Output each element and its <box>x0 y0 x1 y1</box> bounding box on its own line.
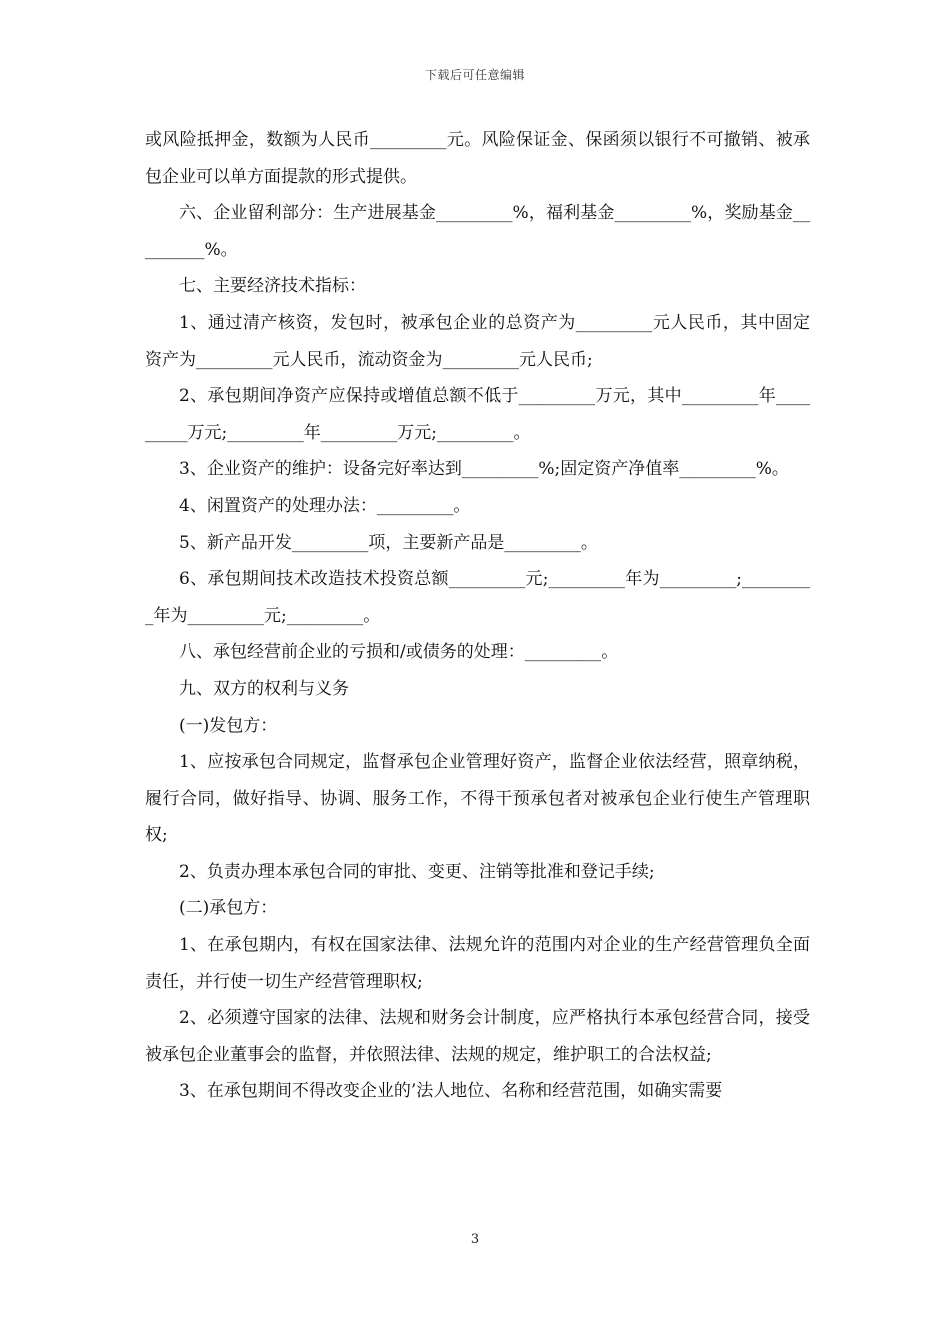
paragraph-6: 4、闲置资产的处理办法：_________。 <box>179 495 471 516</box>
paragraph-9: 八、承包经营前企业的亏损和/或债务的处理：_________。 <box>179 642 619 663</box>
paragraph-2: 七、主要经济技术指标： <box>179 276 366 297</box>
page-number: 3 <box>470 1232 480 1247</box>
paragraph-15: 1、在承包期内，有权在国家法律、法规允许的范围内对企业的生产经营管理负全面责任，并行使一切生产经营管理职权; <box>145 935 810 992</box>
paragraph-14: (二)承包方： <box>179 898 278 919</box>
paragraph-17: 3、在承包期间不得改变企业的’法人地位、名称和经营范围，如确实需要 <box>179 1081 723 1102</box>
document-body <box>145 122 810 1110</box>
paragraph-1: 六、企业留利部分：生产进展基金_________%，福利基金_________%，奖励基金_________%。 <box>145 203 810 260</box>
paragraph-5: 3、企业资产的维护：设备完好率达到_________%;固定资产净值率_________%。 <box>179 459 789 480</box>
paragraph-0: 或风险抵押金，数额为人民币_________元。风险保证金、保函须以银行不可撤销、被承包企业可以单方面提款的形式提供。 <box>145 130 810 187</box>
paragraph-12: 1、应按承包合同规定，监督承包企业管理好资产，监督企业依法经营，照章纳税，履行合同，做好指导、协调、服务工作，不得干预承包者对被承包企业行使生产管理职权; <box>145 752 810 846</box>
paragraph-10: 九、双方的权利与义务 <box>179 678 349 699</box>
paragraph-8: 6、承包期间技术改造技术投资总额_________元;_________年为_________;_________年为_________元;_________。 <box>145 569 810 626</box>
paragraph-13: 2、负责办理本承包合同的审批、变更、注销等批准和登记手续; <box>179 861 655 882</box>
paragraph-11: (一)发包方： <box>179 715 278 736</box>
paragraph-3: 1、通过清产核资，发包时，被承包企业的总资产为_________元人民币，其中固定资产为_________元人民币，流动资金为_________元人民币; <box>145 312 810 370</box>
paragraph-16: 2、必须遵守国家的法律、法规和财务会计制度，应严格执行本承包经营合同，接受被承包企业董事会的监督，并依照法律、法规的规定，维护职工的合法权益; <box>145 1008 810 1065</box>
paragraph-4: 2、承包期间净资产应保持或增值总额不低于_________万元，其中_________年_________万元;_________年_________万元;_________。 <box>145 386 810 443</box>
paragraph-7: 5、新产品开发_________项，主要新产品是_________。 <box>179 532 598 553</box>
page-header: 下载后可任意编辑 <box>424 68 525 82</box>
